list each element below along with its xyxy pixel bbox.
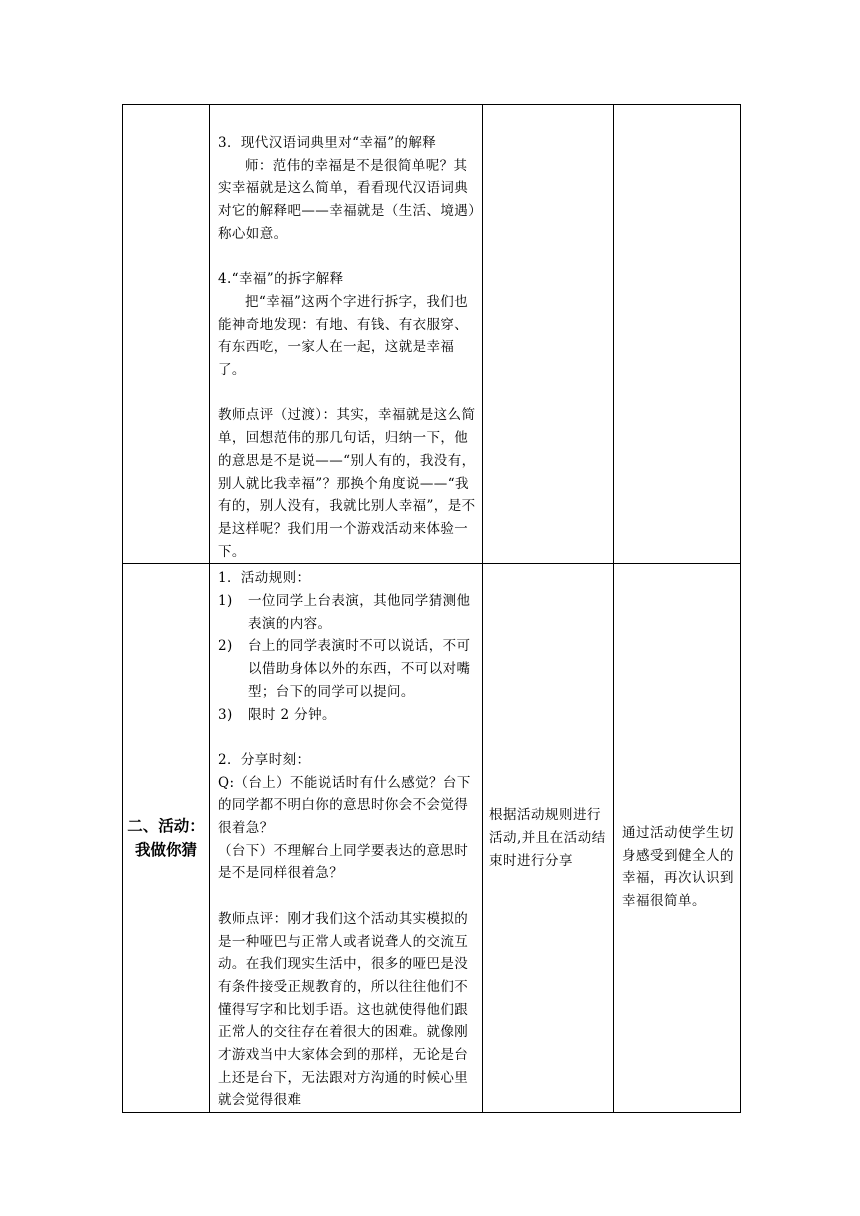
blank-line — [218, 246, 478, 269]
design-intent-cell — [614, 105, 741, 564]
list-number: 2) — [218, 638, 233, 655]
student-activity-cell — [483, 564, 614, 1113]
list-text: 台上的同学表演时不可以说话，不可以借助身体以外的东西，不可以对嘴型；台下的同学可以提问。 — [248, 638, 471, 700]
student-activity-text: 根据活动规则进行活动,并且在活动结束时进行分享 — [489, 807, 606, 869]
paragraph: 师：范伟的幸福是不是很简单呢？其实幸福就是这么简单，看看现代汉语词典对它的解释吧——幸福就是（生活、境遇）称心如意。 — [218, 157, 476, 242]
list-number: 1) — [218, 593, 233, 610]
stage-cell — [123, 564, 210, 1113]
list-text: 限时 2 分钟。 — [248, 706, 336, 723]
paragraph: 教师点评（过渡）：其实，幸福就是这么简单，回想范伟的那几句话，归纳一下，他的意思是不是说——“别人有的，我没有，别人就比我幸福”？那换个角度说——“我有的，别人没有，我就比别人幸福”，是不是这样呢？我们用一个游戏活动来体验一下。 — [218, 407, 476, 560]
list-text: 一位同学上台表演，其他同学猜测他表演的内容。 — [248, 593, 471, 632]
blank-line — [218, 726, 478, 749]
stage-cell — [123, 105, 210, 564]
section-heading: 2．分享时刻： — [218, 751, 311, 768]
list-item — [218, 590, 478, 635]
student-activity-cell — [483, 105, 614, 564]
table-row — [123, 564, 741, 1113]
paragraph: 教师点评：刚才我们这个活动其实模拟的是一种哑巴与正常人或者说聋人的交流互动。在我们现实生活中，很多的哑巴是没有条件接受正规教育的，所以往往他们不懂得写字和比划手语。这也就使得他们跟正常人的交往存在着很大的困难。就像刚才游戏当中大家体会到的那样，无论是台上还是台下，无法跟对方沟通的时候心里就会觉得很难 — [218, 910, 469, 1109]
paragraph: （台下）不理解台上同学要表达的意思时是不是同样很着急？ — [218, 842, 469, 882]
section-heading: 3．现代汉语词典里对“幸福”的解释 — [218, 135, 437, 151]
paragraph: Q:（台上）不能说话时有什么感觉？台下的同学都不明白你的意思时你会不会觉得很着急？ — [218, 774, 471, 837]
table-row — [123, 105, 741, 564]
list-item — [218, 635, 478, 703]
content-cell — [210, 564, 483, 1113]
stage-label-line2: 我做你猜 — [134, 841, 197, 860]
list-number: 3) — [218, 706, 233, 723]
section-heading: 1．活动规则： — [218, 570, 311, 587]
content-cell — [210, 105, 483, 564]
design-intent-text: 通过活动使学生切身感受到健全人的幸福，再次认识到幸福很简单。 — [622, 824, 734, 909]
list-item — [218, 704, 478, 727]
paragraph: 把“幸福”这两个字进行拆字，我们也能神奇地发现：有地、有钱、有衣服穿、有东西吃，一家人在一起，这就是幸福了。 — [218, 293, 469, 379]
blank-line — [218, 885, 478, 908]
stage-label-line1: 二、活动： — [127, 817, 205, 836]
blank-line — [218, 382, 478, 405]
lesson-plan-table — [122, 104, 741, 1113]
design-intent-cell — [614, 564, 741, 1113]
section-heading: 4.“幸福”的拆字解释 — [218, 271, 344, 288]
